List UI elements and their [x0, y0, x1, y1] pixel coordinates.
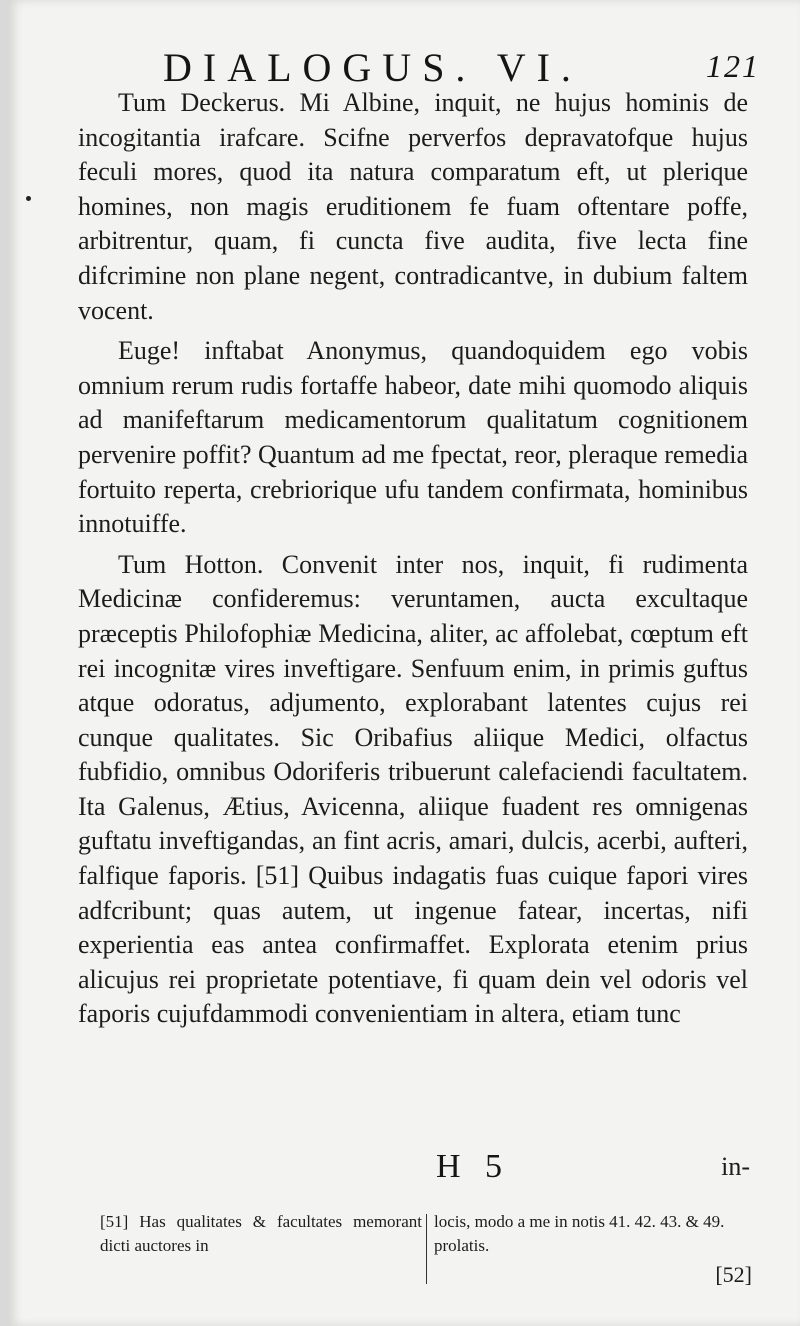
- margin-speck: [26, 196, 31, 201]
- footnote-left-column: [51] Has qualitates & facultates memorant dicti auctores in: [100, 1212, 422, 1255]
- paragraph-2: Euge! inftabat Anonymus, quandoquidem ego vobis omnium rerum rudis fortaffe habeor, date mihi quomodo aliquis ad manifeftarum medicamentorum qualitatum cognitionem pervenire poffit? Quantum ad me fpectat, reor, pleraque remedia fortuito reperta, crebriorique ufu tandem confirmata, hominibus innotuiffe.: [78, 336, 748, 539]
- signature-mark: H 5: [436, 1148, 511, 1185]
- book-page: [8, 0, 800, 1326]
- footnote-catchword: [52]: [715, 1262, 752, 1287]
- footnote-divider: [426, 1214, 427, 1284]
- paragraph-3: Tum Hotton. Convenit inter nos, inquit, fi rudimenta Medicinæ confideremus: veruntamen, aucta excultaque præceptis Philofophiæ Medicina, aliter, ac affolebat, cœptum eft rei incognitæ vires inveftigare. Senfuum enim, in primis guftus atque odoratus, adjumento, explorabant latentes cujus rei cunque qualitates. Sic Oribafius aliique Medici, olfactus fubfidio, omnibus Odoriferis tribuerunt calefaciendi facultatem. Ita Galenus, Ætius, Avicenna, aliique fuadent res omnigenas guftatu inveftigandas, an fint acris, amari, dulcis, acerbi, aufteri, falfique faporis. [51] Quibus indagatis fuas cuique fapori vires adfcribunt; quas autem, ut ingenue fatear, incertas, nifi experientia eas antea confirmaffet. Explorata etenim prius alicujus rei proprietate potentiave, fi quam dein vel odoris vel faporis cujufdammodi convenientiam in altera, etiam tunc: [78, 549, 748, 1029]
- running-title: DIALOGUS. VI.: [163, 45, 582, 90]
- catchword: in-: [721, 1152, 750, 1181]
- paragraph-1: Tum Deckerus. Mi Albine, inquit, ne hujus hominis de incogitantia irafcare. Scifne perverfos depravatofque hujus feculi mores, quod ita natura comparatum eft, ut plerique homines, non magis eruditionem fe fuam oftentare poffe, arbitrentur, quam, fi cuncta five audita, five lecta fine difcrimine non plane negent, contradicantve, in dubium faltem vocent.: [78, 88, 748, 325]
- footnote-right-column: locis, modo a me in notis 41. 42. 43. & 49. prolatis.: [434, 1212, 725, 1255]
- main-text: [78, 86, 748, 1038]
- page-number: 121: [706, 48, 760, 84]
